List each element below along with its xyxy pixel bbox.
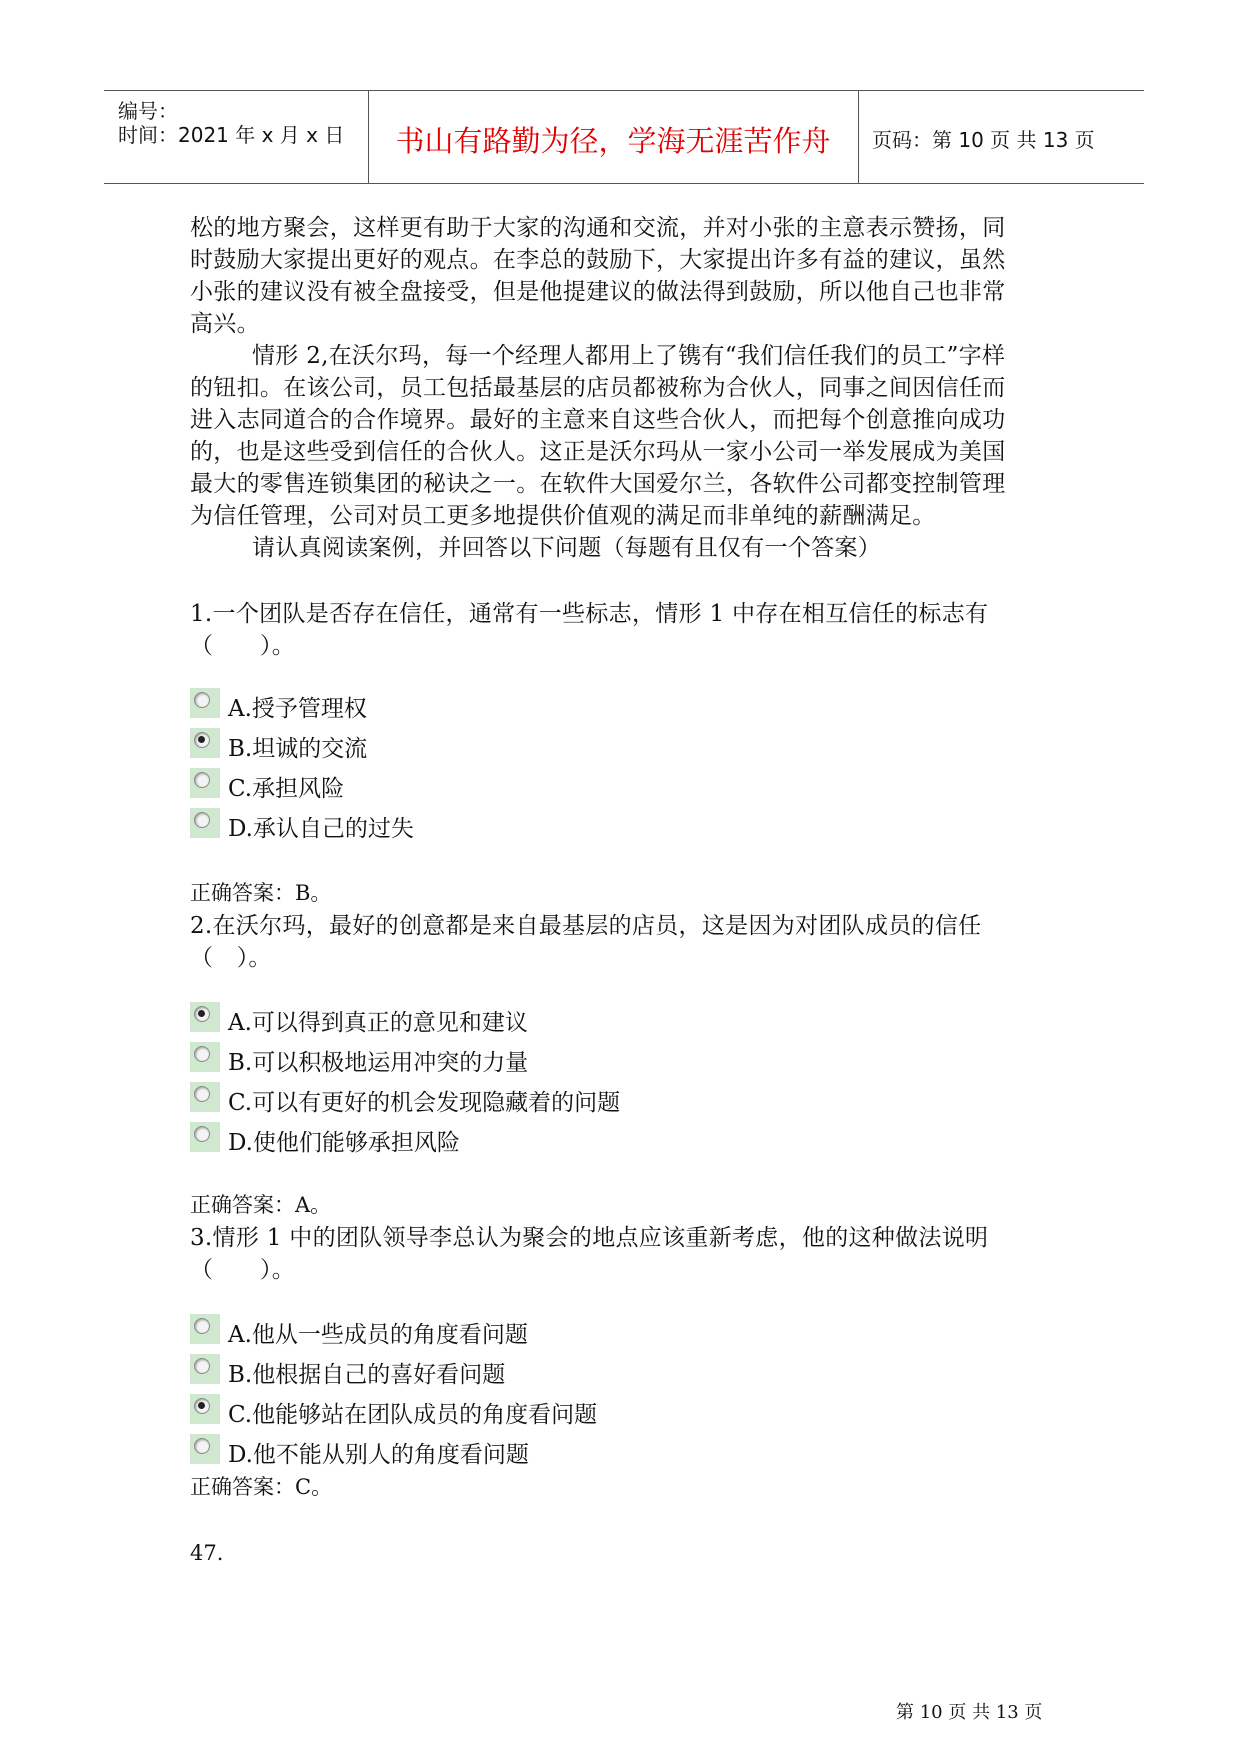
- paragraph-line: 进入志同道合的合作境界。最好的主意来自这些合伙人，而把每个创意推向成功: [190, 407, 1006, 433]
- correct-answer: 正确答案：C。: [190, 1475, 333, 1499]
- number-label: 编号：: [118, 99, 178, 123]
- correct-answer: 正确答案：B。: [190, 881, 332, 905]
- motto: 书山有路勤为径，学海无涯苦作舟: [395, 124, 831, 158]
- radio-button[interactable]: [190, 1434, 220, 1464]
- question-stem: （ ）。: [190, 945, 272, 971]
- paragraph-line: 的钮扣。在该公司，员工包括最基层的店员都被称为合伙人，同事之间因信任而: [190, 375, 1006, 401]
- question-stem: 3.情形 1 中的团队领导李总认为聚会的地点应该重新考虑，他的这种做法说明: [190, 1225, 989, 1251]
- radio-button[interactable]: [190, 1122, 220, 1152]
- question-stem: （ ）。: [190, 633, 295, 659]
- page-code: 页码：第 10 页 共 13 页: [872, 128, 1095, 152]
- question-stem: 2.在沃尔玛，最好的创意都是来自最基层的店员，这是因为对团队成员的信任: [190, 913, 982, 939]
- radio-button[interactable]: [190, 1314, 220, 1344]
- option-label: D.他不能从别人的角度看问题: [228, 1442, 529, 1468]
- header-left-cell: [104, 91, 369, 183]
- option-label: A.他从一些成员的角度看问题: [228, 1322, 528, 1348]
- option-label: A.授予管理权: [228, 696, 367, 722]
- paragraph-line: 最大的零售连锁集团的秘诀之一。在软件大国爱尔兰，各软件公司都变控制管理: [190, 471, 1006, 497]
- paragraph-line: 为信任管理，公司对员工更多地提供价值观的满足而非单纯的薪酬满足。: [190, 503, 936, 529]
- option-label: D.承认自己的过失: [228, 816, 414, 842]
- radio-button[interactable]: [190, 1354, 220, 1384]
- radio-button[interactable]: [190, 1042, 220, 1072]
- option-label: A.可以得到真正的意见和建议: [228, 1010, 528, 1036]
- header-middle-cell: [368, 91, 859, 183]
- paragraph-line: 松的地方聚会，这样更有助于大家的沟通和交流，并对小张的主意表示赞扬，同: [190, 215, 1006, 241]
- item-number: 47.: [190, 1541, 224, 1565]
- option-label: C.他能够站在团队成员的角度看问题: [228, 1402, 598, 1428]
- radio-button-selected[interactable]: [190, 1002, 220, 1032]
- paragraph-line: 情形 2,在沃尔玛，每一个经理人都用上了镌有“我们信任我们的员工”字样: [252, 343, 1006, 369]
- option-label: D.使他们能够承担风险: [228, 1130, 460, 1156]
- correct-answer: 正确答案：A。: [190, 1193, 332, 1217]
- option-label: B.他根据自己的喜好看问题: [228, 1362, 506, 1388]
- option-label: B.坦诚的交流: [228, 736, 368, 762]
- option-label: C.可以有更好的机会发现隐藏着的问题: [228, 1090, 621, 1116]
- page-footer: 第 10 页 共 13 页: [896, 1702, 1043, 1723]
- header-right-cell: [858, 91, 1144, 183]
- radio-button[interactable]: [190, 688, 220, 718]
- radio-button[interactable]: [190, 1082, 220, 1112]
- paragraph-line: 高兴。: [190, 311, 260, 337]
- radio-button-selected[interactable]: [190, 1394, 220, 1424]
- instruction: 请认真阅读案例，并回答以下问题（每题有且仅有一个答案）: [252, 535, 882, 561]
- question-stem: （ ）。: [190, 1257, 295, 1283]
- radio-button-selected[interactable]: [190, 728, 220, 758]
- page-header: [104, 90, 1144, 184]
- paragraph-line: 小张的建议没有被全盘接受，但是他提建议的做法得到鼓励，所以他自己也非常: [190, 279, 1006, 305]
- option-label: B.可以积极地运用冲突的力量: [228, 1050, 529, 1076]
- paragraph-line: 的，也是这些受到信任的合伙人。这正是沃尔玛从一家小公司一举发展成为美国: [190, 439, 1006, 465]
- option-label: C.承担风险: [228, 776, 345, 802]
- radio-button[interactable]: [190, 768, 220, 798]
- radio-button[interactable]: [190, 808, 220, 838]
- question-stem: 1.一个团队是否存在信任，通常有一些标志，情形 1 中存在相互信任的标志有: [190, 601, 989, 627]
- time-label: 时间：2021 年 x 月 x 日: [118, 123, 345, 147]
- paragraph-line: 时鼓励大家提出更好的观点。在李总的鼓励下，大家提出许多有益的建议，虽然: [190, 247, 1006, 273]
